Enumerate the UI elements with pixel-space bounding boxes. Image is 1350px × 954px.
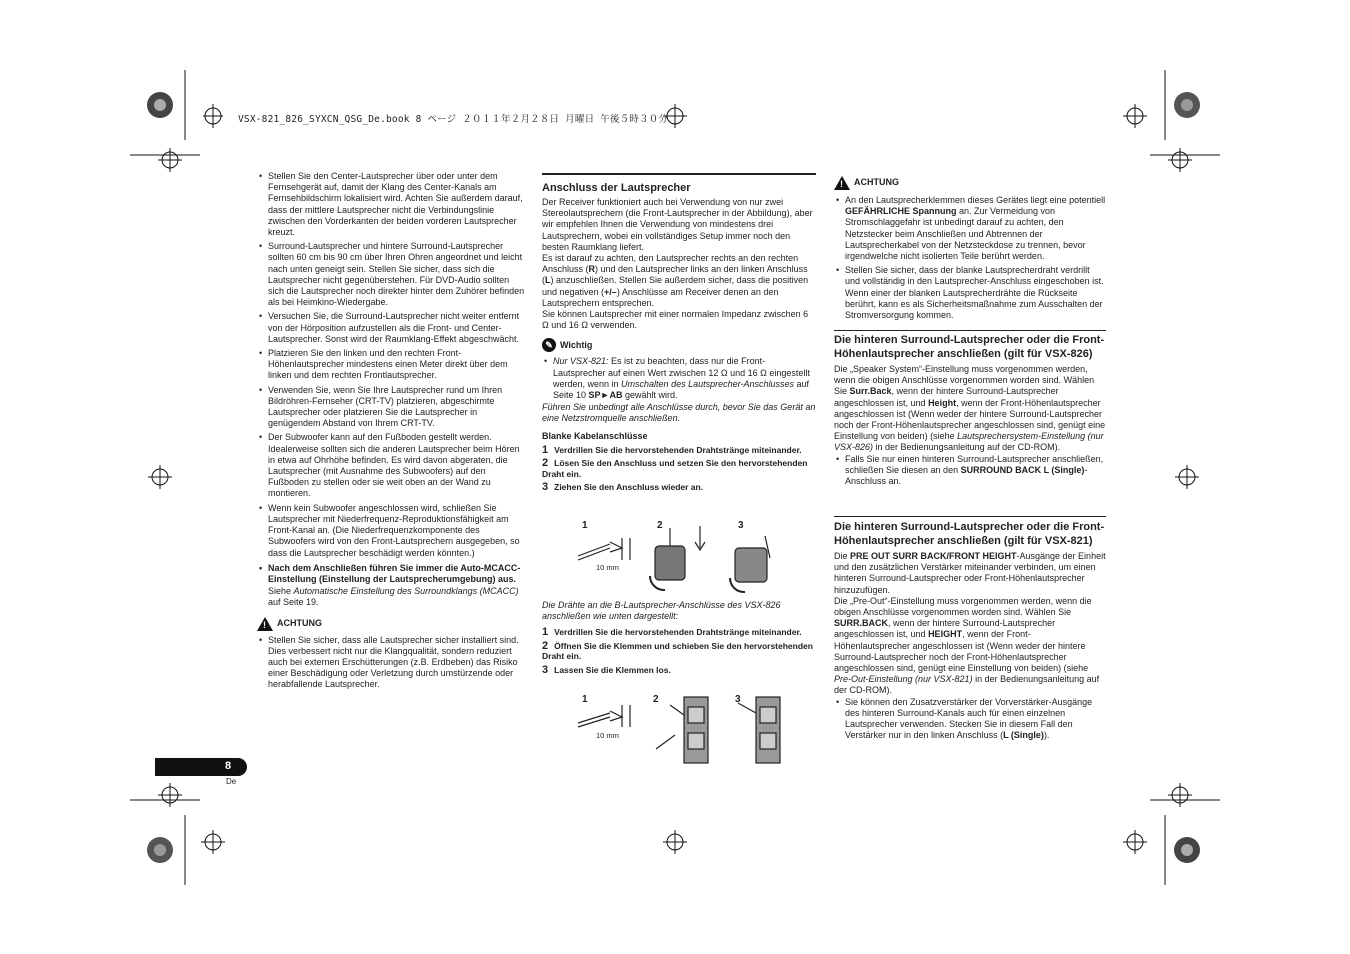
section-title: Anschluss der Lautsprecher: [542, 182, 691, 194]
step: 3 Lassen Sie die Klemmen los.: [542, 663, 671, 676]
left-column: [257, 171, 525, 694]
important-heading: ✎ Wichtig: [542, 338, 817, 352]
step: 2 Öffnen Sie die Klemmen und schieben Sie den hervorstehenden Draht ein.: [542, 639, 813, 662]
page-number-badge: 8: [155, 758, 247, 776]
list-item: • Platzieren Sie den linken und den rechten Front-Höhenlautsprecher mindestens einen Meter direkt über dem linken und dem rechten Frontlautsprecher.: [257, 348, 525, 382]
step: 3 Ziehen Sie den Anschluss wieder an.: [542, 481, 704, 494]
section-title: Die hinteren Surround-Lautsprecher oder die Front-Höhenlautsprecher anschließen (gilt für VSX-826): [834, 334, 1105, 360]
list-item: • Der Subwoofer kann auf den Fußboden gestellt werden. Idealerweise sollten sich die anderen Lautsprecher beim Hören in etwa auf Ohrhöhe befinden. Es wird davon abgeraten, die Lautsprecher (mit Ausnahme des Subwoofers) auf den Fußboden zu stellen oder sie weit oben an der Wand zu montieren.: [257, 432, 525, 499]
list-item: • Surround-Lautsprecher und hintere Surround-Lautsprecher sollten 60 cm bis 90 cm über Ihren Ohren angeordnet und leicht nach unten geneigt sein. Stellen Sie sicher, dass sich die Lautsprecher nicht gegenüberstehen. Für DVD-Audio sollten sich die Lautsprecher noch direkter hinter dem Zuhörer befinden als bei Heimkino-Wiedergabe.: [257, 241, 525, 308]
paragraph: Die PRE OUT SURR BACK/FRONT HEIGHT-Ausgänge der Einheit und den zusätzlichen Verstärker miteinander verbinden, um einen hinteren Surround-Lautsprecher oder Front-Höhenlautsprecher hinzuzufügen.: [834, 551, 1106, 595]
paragraph: Sie können Lautsprecher mit einer normalen Impedanz zwischen 6 Ω und 16 Ω verwenden.: [542, 309, 809, 331]
section-rule: [834, 516, 1106, 517]
wiring-illustration: [570, 518, 790, 596]
list-item: • Versuchen Sie, die Surround-Lautsprecher nicht weiter entfernt von der Hörposition aufzustellen als die Front- und Center-Lautsprecher. Sonst wird der Raumklang-Effekt abgeschwächt.: [257, 311, 525, 345]
warning-icon: !: [834, 176, 850, 190]
list-item: • Verwenden Sie, wenn Sie Ihre Lautsprecher rund um Ihren Bildröhren-Fernseher (CRT-TV) platzieren, abgeschirmte Lautsprecher oder platzieren Sie die Lautsprecher in genügendem Abstand von Ihrem CRT-TV.: [257, 385, 525, 430]
right-column: [834, 176, 1106, 324]
b-note: Die Drähte an die B-Lautsprecher-Anschlüsse des VSX-826 anschließen wie unten dargestellt:: [542, 600, 781, 622]
mcacc-see: Siehe Automatische Einstellung des Surroundklangs (MCACC) auf Seite 19.: [268, 586, 519, 608]
wiring-figure-2: 1 2 3 10 mm: [570, 693, 790, 765]
warning-icon: !: [257, 617, 273, 631]
important-note: Führen Sie unbedingt alle Anschlüsse durch, bevor Sie das Gerät an eine Netzstromquelle anschließen.: [542, 402, 816, 424]
clip-terminal-illustration: [570, 693, 790, 765]
middle-column-lower: [542, 600, 817, 675]
mcacc-bullet: • Nach dem Anschließen führen Sie immer die Auto-MCACC-Einstellung (Einstellung der Lautsprecherumgebung) aus.: [257, 563, 525, 585]
subsection-title: Blanke Kabelanschlüsse: [542, 430, 648, 441]
caution-heading: ! ACHTUNG: [257, 617, 525, 631]
list-item: • Stellen Sie den Center-Lautsprecher über oder unter dem Fernsehgerät auf, damit der Klang des Center-Kanals am Fernsehbildschirm lokalisiert wird. Achten Sie außerdem darauf, dass der mittlere Lautsprecher nicht die Verbindungslinie zwischen den Vorderkanten der beiden vorderen Lautsprecher kreuzt.: [257, 171, 525, 238]
caution-item: • An den Lautsprecherklemmen dieses Gerätes liegt eine potentiell GEFÄHRLICHE Spannung an. Zur Vermeidung von Stromschlaggefahr ist unbedingt darauf zu achten, den Netzstecker beim Anschließen und Abtrennen der Lautsprecherkabel von der Netzsteckdose zu trennen, bevor irgendwelche nicht isolierten Teile berührt werden.: [834, 195, 1106, 262]
paragraph: Die „Pre-Out“-Einstellung muss vorgenommen werden, wenn die obigen Anschlüsse vorgenommen worden sind. Wählen Sie SURR.BACK, wenn der hintere Surround-Lautsprecher angeschlossen ist, und HEIGHT, wenn der Front-Höhenlautsprecher angeschlossen ist (Wenn weder der hintere Surround-Lautsprecher noch der Front-Höhenlautsprecher angeschlossen sind, genügt eine Einstellung von beiden) (siehe Pre-Out-Einstellung (nur VSX-821) in der Bedienungsanleitung auf der CD-ROM).: [834, 595, 1100, 696]
section-title: Die hinteren Surround-Lautsprecher oder die Front-Höhenlautsprecher anschließen (gilt für VSX-821): [834, 521, 1105, 547]
caution-item: • Stellen Sie sicher, dass alle Lautsprecher sicher installiert sind. Dies verbessert nicht nur die Klangqualität, sondern reduziert auch bei externen Erschütterungen (z.B. Erdbeben) das Risiko einer Beschädigung oder Verletzung durch umstürzende oder herabfallende Lautsprecher.: [257, 635, 525, 691]
right-column-826: [834, 333, 1106, 490]
paragraph: Es ist darauf zu achten, den Lautsprecher rechts an den rechten Anschluss (R) und den Lautsprecher links an den linken Anschluss (L) anzuschließen. Stellen Sie außerdem sicher, dass die positiven und negativen (+/–) Anschlüsse am Receiver denen an den Lautsprechern entsprechen.: [542, 253, 809, 308]
list-item: • Wenn kein Subwoofer angeschlossen wird, schließen Sie Lautsprecher mit Niederfrequenz-Reproduktionsfähigkeit am Front-Kanal an. (Die Niederfrequenzkomponente des Subwoofers wird von den Front-Lautsprechern ausgegeben, so dass die Lautsprecher beschädigt werden könnten.): [257, 503, 525, 559]
wiring-figure-1: 1 2 3 10 mm: [570, 518, 790, 596]
step: 2 Lösen Sie den Anschluss und setzen Sie den hervorstehenden Draht ein.: [542, 457, 808, 479]
list-item: • Falls Sie nur einen hinteren Surround-Lautsprecher anschließen, schließen Sie diesen an den SURROUND BACK L (Single)-Anschluss an.: [834, 454, 1106, 488]
placement-list: [257, 171, 525, 585]
section-rule: [542, 173, 816, 175]
right-column-821: [834, 520, 1106, 744]
paragraph: Der Receiver funktioniert auch bei Verwendung von nur zwei Stereolautsprechern (die Front-Lautsprecher in der Abbildung), aber wir empfehlen Ihnen die Verwendung von mindestens drei Lautsprechern, wobei ein vollständiges Setup immer noch den besten Raumklang liefert.: [542, 197, 813, 252]
page-lang: De: [226, 777, 237, 786]
step: 1 Verdrillen Sie die hervorstehenden Drahtstränge miteinander.: [542, 626, 802, 639]
paragraph: Die „Speaker System“-Einstellung muss vorgenommen werden, wenn die obigen Anschlüsse vorgenommen worden sind. Wählen Sie Surr.Back, wenn der hintere Surround-Lautsprecher angeschlossen ist, und Height, wenn der Front-Höhenlautsprecher angeschlossen ist (Wenn weder der hintere Surround-Lautsprecher noch der Front-Höhenlautsprecher angeschlossen sind, genügt eine Einstellung von beiden) (siehe Lautsprechersystem-Einstellung (nur VSX-826) in der Bedienungsanleitung auf der CD-ROM).: [834, 364, 1106, 453]
important-icon: ✎: [542, 338, 556, 352]
caution-heading: ! ACHTUNG: [834, 176, 1106, 190]
middle-column: [542, 181, 817, 493]
step: 1 Verdrillen Sie die hervorstehenden Drahtstränge miteinander.: [542, 443, 802, 456]
book-header: VSX-821_826_SYXCN_QSG_De.book 8 ページ ２０１１年２月２８日 月曜日 午後５時３０分: [238, 114, 669, 125]
caution-item: • Stellen Sie sicher, dass der blanke Lautsprecherdraht verdrillt und vollständig in den Lautsprecher-Anschluss eingeschoben ist. Wenn einer der blanken Lautsprecherdrähte die Rückseite berührt, kann es als Sicherheitsmaßnahme zum Ausschalten der Stromversorgung kommen.: [834, 265, 1106, 321]
list-item: • Sie können den Zusatzverstärker der Vorverstärker-Ausgänge des hinteren Surround-Kanals auch für einen einzelnen Lautsprecher verwenden. Stecken Sie in diesem Fall den Verstärker nur in den linken Anschluss (L (Single)).: [834, 697, 1106, 742]
section-rule: [834, 330, 1106, 331]
important-item: • Nur VSX-821: Es ist zu beachten, dass nur die Front-Lautsprecher auf einen Wert zwischen 12 Ω und 16 Ω eingestellt werden, wenn in Umschalten des Lautsprecher-Anschlusses auf Seite 10 SP►AB gewählt wird.: [542, 356, 817, 401]
